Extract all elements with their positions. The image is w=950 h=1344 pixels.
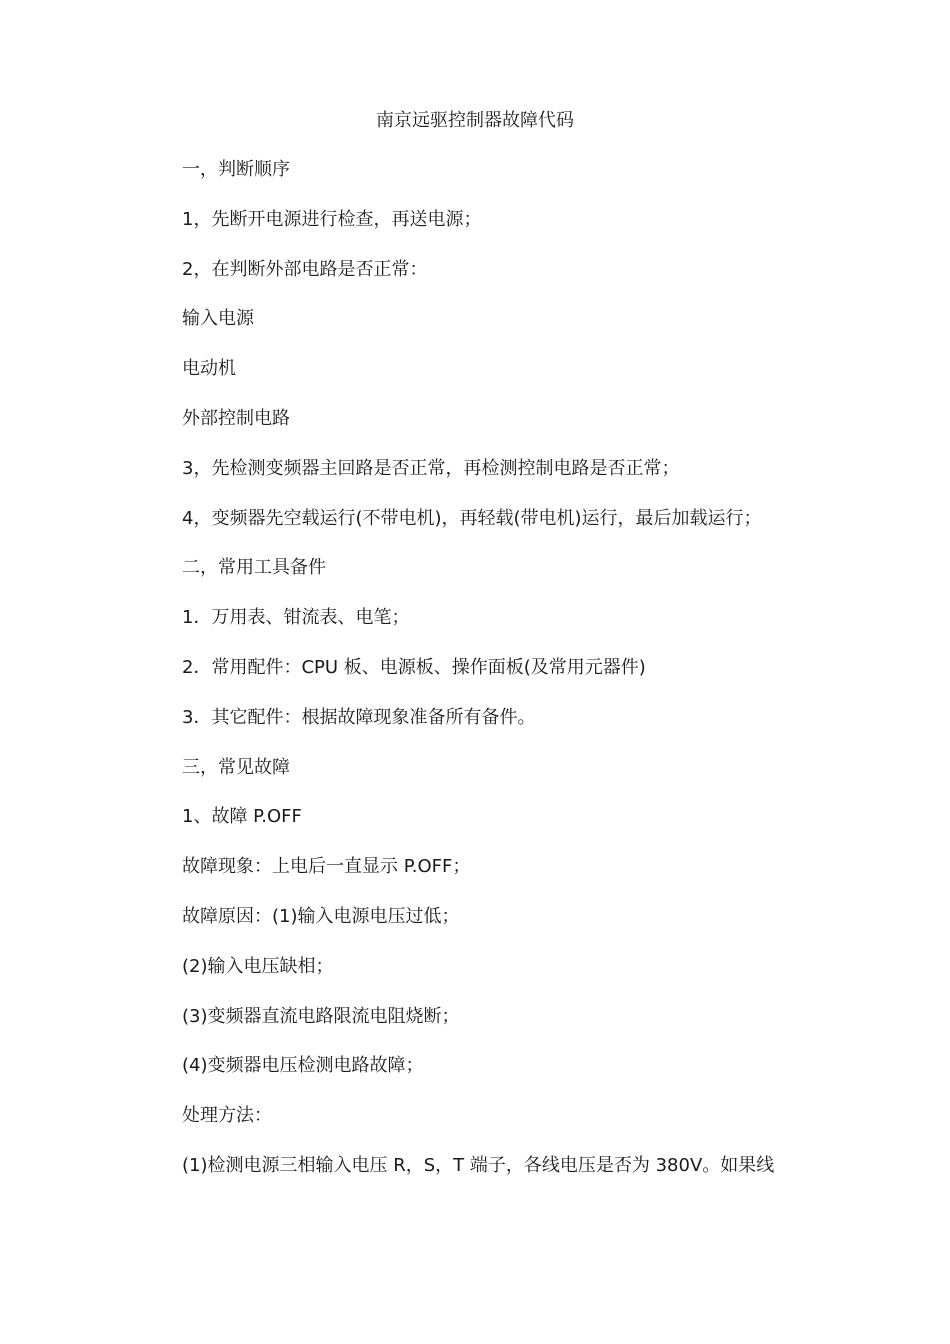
- paragraph-line: (3)变频器直流电路限流电阻烧断；: [182, 1005, 460, 1027]
- paragraph-line: 外部控制电路: [182, 407, 290, 429]
- paragraph-line: 2，在判断外部电路是否正常：: [182, 258, 428, 280]
- paragraph-line: 4，变频器先空载运行(不带电机)，再轻载(带电机)运行，最后加载运行；: [182, 507, 762, 529]
- paragraph-line: 电动机: [182, 358, 236, 380]
- paragraph-line: (1)检测电源三相输入电压 R，S，T 端子，各线电压是否为 380V。如果线: [182, 1154, 775, 1176]
- paragraph-line: 输入电源: [182, 308, 254, 330]
- paragraph-line: 故障现象：上电后一直显示 P.OFF；: [182, 856, 471, 878]
- paragraph-line: 1．万用表、钳流表、电笔；: [182, 607, 410, 629]
- paragraph-line: 3，先检测变频器主回路是否正常，再检测控制电路是否正常；: [182, 457, 680, 479]
- section-heading-judgment-order: 一，判断顺序: [182, 159, 290, 180]
- document-body: [182, 157, 862, 1203]
- paragraph-line: 2．常用配件：CPU 板、电源板、操作面板(及常用元器件): [182, 656, 646, 678]
- paragraph-line: 1，先断开电源进行检查，再送电源；: [182, 208, 482, 230]
- paragraph-line: 处理方法：: [182, 1105, 272, 1127]
- section-heading-tools: 二，常用工具备件: [182, 557, 326, 579]
- paragraph-line: 故障原因：(1)输入电源电压过低；: [182, 905, 460, 927]
- document-title: 南京远驱控制器故障代码: [376, 110, 574, 131]
- paragraph-line: (4)变频器电压检测电路故障；: [182, 1055, 424, 1077]
- paragraph-line: 3．其它配件：根据故障现象准备所有备件。: [182, 706, 536, 728]
- paragraph-line: 1、故障 P.OFF: [182, 806, 302, 828]
- paragraph-line: (2)输入电压缺相；: [182, 955, 334, 977]
- section-heading-common-faults: 三，常见故障: [182, 756, 290, 778]
